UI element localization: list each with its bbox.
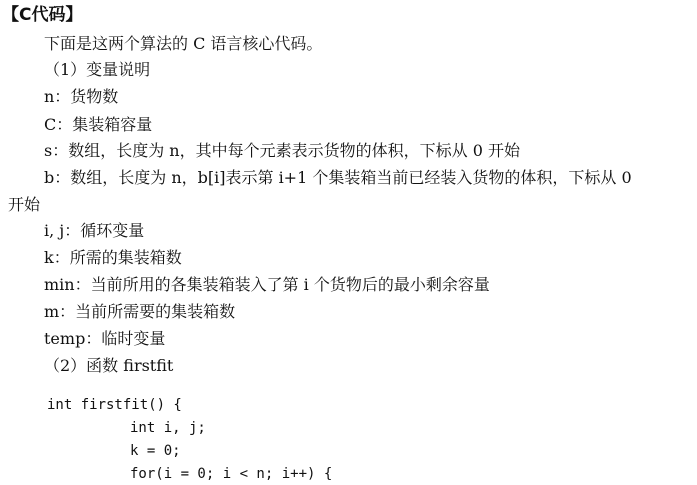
variable-min: min：当前所用的各集装箱装入了第 i 个货物后的最小剩余容量 <box>44 275 490 294</box>
variable-C: C：集装箱容量 <box>44 115 153 134</box>
variable-k: k：所需的集装箱数 <box>44 248 182 267</box>
code-line: int firstfit() { <box>47 397 182 413</box>
code-line: for(i = 0; i < n; i++) { <box>130 466 333 482</box>
variable-i-j: i, j：循环变量 <box>44 221 145 240</box>
function-heading: （2）函数 firstfit <box>44 356 174 375</box>
section-title: 【C代码】 <box>2 5 83 25</box>
intro-text: 下面是这两个算法的 C 语言核心代码。 <box>44 34 323 53</box>
code-line: int i, j; <box>130 420 206 436</box>
variable-s: s：数组，长度为 n，其中每个元素表示货物的体积，下标从 0 开始 <box>44 141 520 160</box>
variable-m: m：当前所需要的集装箱数 <box>44 302 236 321</box>
variable-n: n：货物数 <box>44 87 119 106</box>
variable-temp: temp：临时变量 <box>44 329 166 348</box>
variable-b-continued: 开始 <box>8 195 41 214</box>
variables-heading: （1）变量说明 <box>44 60 151 79</box>
code-line: k = 0; <box>130 443 181 459</box>
variable-b: b：数组，长度为 n，b[i]表示第 i+1 个集装箱当前已经装入货物的体积，下标从 0 <box>44 168 632 187</box>
